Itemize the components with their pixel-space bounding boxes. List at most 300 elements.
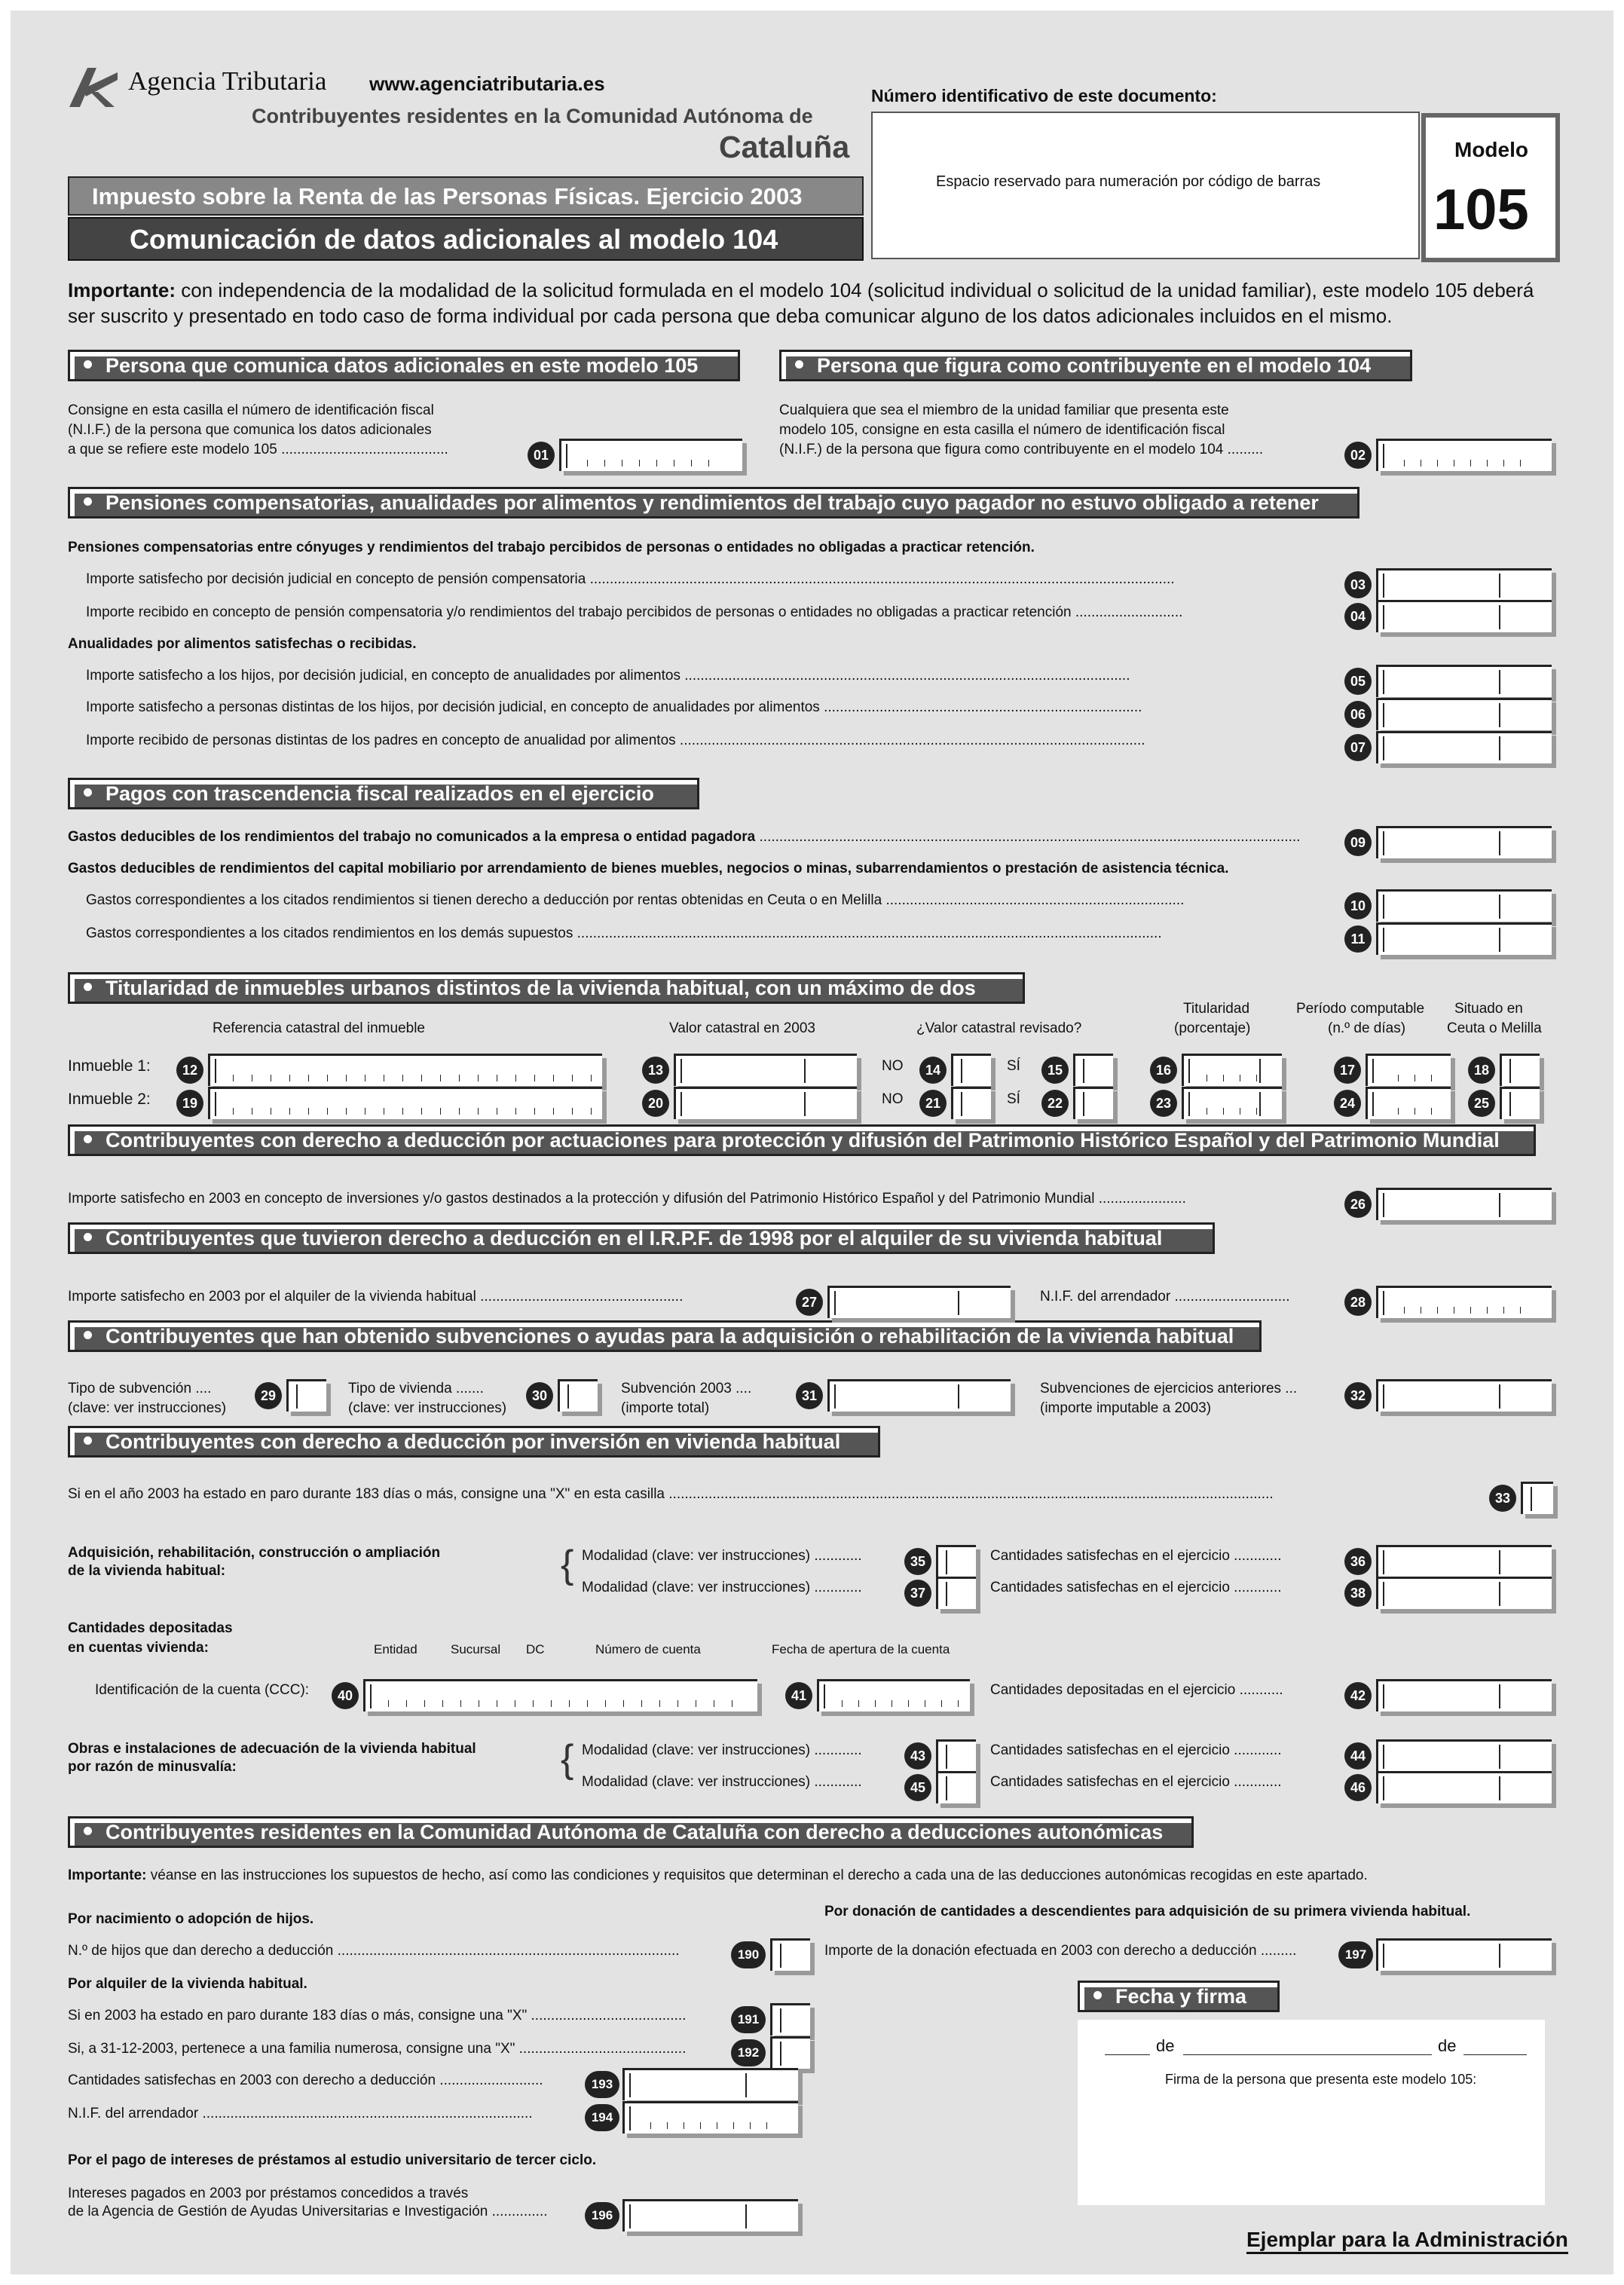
casilla-45-badge: 45: [904, 1774, 931, 1801]
box-separator: [1499, 1384, 1500, 1409]
box-tick: [553, 1075, 554, 1081]
barcode-space-text: Espacio reservado para numeración por código de barras: [936, 173, 1321, 190]
box-separator: [1383, 831, 1384, 855]
line-196-label-2: de la Agencia de Gestión de Ayudas Universitarias e Investigación ..............: [68, 2204, 548, 2219]
casilla-32-badge: 32: [1344, 1382, 1372, 1409]
form-sheet: [11, 11, 1613, 2274]
casilla-04-input[interactable]: [1376, 600, 1552, 632]
casilla-28-input[interactable]: [1376, 1286, 1552, 1318]
bullet-icon: [84, 1436, 92, 1445]
box-tick: [515, 1075, 516, 1081]
box-tick: [515, 1108, 516, 1115]
casilla-197-input[interactable]: [1376, 1938, 1552, 1971]
casilla-40-badge: 40: [332, 1682, 359, 1709]
casilla-35-badge: 35: [904, 1548, 931, 1575]
section-header-persona-comunica: [68, 350, 740, 381]
casilla-14-badge: 14: [919, 1057, 947, 1084]
box-tick: [591, 1108, 592, 1115]
box-tick: [623, 1700, 624, 1707]
box-separator: [1383, 1684, 1384, 1708]
obras-label-1: Obras e instalaciones de adecuación de la vivienda habitual: [68, 1741, 476, 1757]
box-separator: [1259, 1092, 1261, 1116]
casilla-31-badge: 31: [796, 1382, 823, 1409]
casilla-11-input[interactable]: [1376, 922, 1552, 955]
box-separator: [780, 2042, 781, 2066]
bullet-icon: [84, 1331, 92, 1339]
col-referencia: Referencia catastral del inmueble: [213, 1020, 425, 1036]
casilla-17-input[interactable]: [1366, 1054, 1451, 1086]
casilla-33-badge: 33: [1489, 1485, 1516, 1512]
box-separator: [1509, 1059, 1511, 1083]
barcode-area: [871, 112, 1420, 259]
casilla-30-badge: 30: [526, 1382, 553, 1409]
box-tick: [908, 1700, 909, 1707]
casilla-14-input[interactable]: [951, 1054, 991, 1086]
footer-copy-label: Ejemplar para la Administración: [1246, 2228, 1568, 2254]
casilla-07-badge: 07: [1344, 734, 1372, 761]
box-separator: [1499, 1550, 1500, 1574]
col-titularidad-1: Titularidad: [1183, 1001, 1250, 1017]
section-header-inmuebles: [68, 972, 1025, 1004]
box-separator: [215, 1059, 216, 1083]
box-tick: [460, 1700, 461, 1707]
box-tick: [402, 1075, 403, 1081]
bullet-icon: [84, 1135, 92, 1143]
inmueble-2-label: Inmueble 2:: [68, 1090, 151, 1108]
box-tick: [641, 1700, 642, 1707]
box-tick: [402, 1108, 403, 1115]
header-subtitle: Contribuyentes residentes en la Comunidad Autónoma de: [252, 105, 813, 127]
casilla-02-input[interactable]: [1376, 439, 1552, 471]
line-40-label: Identificación de la cuenta (CCC):: [95, 1682, 310, 1698]
box-separator: [834, 1291, 836, 1315]
box-tick: [667, 2122, 668, 2129]
casilla-26-badge: 26: [1344, 1191, 1372, 1218]
depositadas-label-1: Cantidades depositadas: [68, 1620, 233, 1636]
persona-right-1: Cualquiera que sea el miembro de la unidad familiar que presenta este: [779, 402, 1229, 418]
box-tick: [346, 1108, 347, 1115]
box-tick: [587, 1700, 588, 1707]
col-fecha-apertura: Fecha de apertura de la cuenta: [772, 1642, 950, 1656]
box-tick: [421, 1108, 422, 1115]
box-separator: [680, 1092, 682, 1116]
casilla-25-input[interactable]: [1500, 1087, 1540, 1119]
line-29-sub: (clave: ver instrucciones): [68, 1400, 227, 1416]
section-title: Fecha y firma: [1115, 1985, 1247, 2008]
box-separator: [1083, 1059, 1084, 1083]
line-192-label: Si, a 31-12-2003, pertenece a una familia numerosa, consigne una "X" ..........................................: [68, 2041, 687, 2057]
box-separator: [629, 2073, 631, 2097]
line-43-label: Modalidad (clave: ver instrucciones) ............: [582, 1742, 862, 1758]
de-label-1: de: [1156, 2036, 1175, 2055]
section-header-inversion: [68, 1426, 880, 1458]
box-separator: [1499, 605, 1500, 629]
box-tick: [708, 460, 709, 466]
box-tick: [388, 1700, 389, 1707]
casilla-192-input[interactable]: [770, 2036, 810, 2069]
line-46-label: Cantidades satisfechas en el ejercicio ............: [990, 1774, 1282, 1790]
box-separator: [1383, 1745, 1384, 1769]
box-separator: [1499, 703, 1500, 727]
box-separator: [629, 2106, 631, 2131]
persona-right-3: (N.I.F.) de la persona que figura como contribuyente en el modelo 104 .........: [779, 442, 1264, 457]
bullet-icon: [84, 1827, 92, 1835]
casilla-190-badge: 190: [731, 1941, 766, 1968]
box-separator: [1188, 1059, 1190, 1083]
casilla-36-input[interactable]: [1376, 1545, 1552, 1577]
casilla-23-input[interactable]: [1182, 1087, 1282, 1119]
box-tick: [1470, 1307, 1471, 1314]
header-region: Cataluña: [719, 130, 850, 164]
box-tick: [1520, 460, 1521, 466]
casilla-10-input[interactable]: [1376, 889, 1552, 922]
box-tick: [1223, 1108, 1224, 1115]
box-separator: [1383, 1193, 1384, 1217]
box-tick: [327, 1108, 328, 1115]
casilla-05-input[interactable]: [1376, 665, 1552, 697]
line-32-label: Subvenciones de ejercicios anteriores ...: [1040, 1381, 1298, 1396]
line-06-label: Importe satisfecho a personas distintas de los hijos, por decisión judicial, en concepto de anualidades por alimentos ................................................................................: [86, 699, 1142, 715]
box-tick: [750, 2122, 751, 2129]
intro-line-2: ser suscrito y presentado en todo caso de forma individual por cada persona que deba comunicar alguno de los datos adicionales incluidos en el mismo.: [68, 304, 1393, 327]
col-situado-2: Ceuta o Melilla: [1447, 1020, 1542, 1036]
casilla-193-input[interactable]: [622, 2068, 798, 2100]
box-separator: [1499, 670, 1500, 694]
col-dc: DC: [526, 1642, 545, 1656]
box-tick: [233, 1108, 234, 1115]
casilla-43-input[interactable]: [936, 1739, 976, 1772]
box-tick: [1503, 1307, 1504, 1314]
casilla-25-badge: 25: [1468, 1090, 1495, 1117]
box-separator: [1383, 1582, 1384, 1606]
box-separator: [215, 1092, 216, 1116]
bullet-icon: [84, 360, 92, 369]
line-33-label: Si en el año 2003 ha estado en paro durante 183 días o más, consigne una "X" en esta casilla ........................................................................................................................................................: [68, 1486, 1274, 1502]
col-periodo-1: Período computable: [1296, 1001, 1425, 1017]
casilla-18-badge: 18: [1468, 1057, 1495, 1084]
box-separator: [1372, 1059, 1374, 1083]
box-tick: [1404, 460, 1405, 466]
section-title: Persona que figura como contribuyente en el modelo 104: [817, 354, 1372, 377]
box-tick: [958, 1700, 959, 1707]
line-38-label: Cantidades satisfechas en el ejercicio ............: [990, 1580, 1282, 1595]
line-11-label: Gastos correspondientes a los citados rendimientos en los demás supuestos ...................................................................................................................................................: [86, 925, 1162, 941]
section-header-patrimonio: [68, 1124, 1536, 1156]
line-196-label-1: Intereses pagados en 2003 por préstamos concedidos a través: [68, 2186, 469, 2201]
casilla-21-input[interactable]: [951, 1087, 991, 1119]
line-10-label: Gastos correspondientes a los citados rendimientos si tienen derecho a deducción por rentas obtenidas en Ceuta o en Melilla ...........................................................................: [86, 892, 1185, 908]
box-tick: [733, 2122, 734, 2129]
line-27-label: Importe satisfecho en 2003 por el alquiler de la vivienda habitual ...................................................: [68, 1289, 684, 1305]
col-periodo-2: (n.º de días): [1328, 1020, 1406, 1036]
casilla-35-input[interactable]: [936, 1545, 976, 1577]
inmueble-1-label: Inmueble 1:: [68, 1057, 151, 1075]
modelo-number: 105: [1433, 178, 1529, 242]
line-09-dots: ........................................................................................................................................: [759, 829, 1301, 845]
box-separator: [1531, 1487, 1532, 1511]
box-separator: [1499, 928, 1500, 952]
box-separator: [629, 2204, 631, 2228]
section-title: Pagos con trascendencia fiscal realizados en el ejercicio: [106, 782, 654, 805]
box-separator: [1383, 574, 1384, 598]
bullet-icon: [84, 497, 92, 506]
line-09-label: [68, 829, 1300, 846]
box-separator: [780, 1944, 781, 1968]
casilla-40-input[interactable]: [363, 1679, 757, 1711]
bullet-icon: [84, 983, 92, 991]
casilla-30-input[interactable]: [558, 1379, 598, 1412]
section-title: Persona que comunica datos adicionales en este modelo 105: [106, 354, 699, 377]
casilla-24-input[interactable]: [1366, 1087, 1451, 1119]
casilla-196-input[interactable]: [622, 2199, 798, 2231]
line-191-label: Si en 2003 ha estado en paro durante 183 días o más, consigne una "X" .......................................: [68, 2008, 687, 2023]
casilla-19-badge: 19: [176, 1090, 203, 1117]
box-separator: [834, 1384, 836, 1409]
casilla-16-input[interactable]: [1182, 1054, 1282, 1086]
persona-right-2: modelo 105, consigne en esta casilla el número de identificación fiscal: [779, 422, 1225, 438]
pagos-sub: Gastos deducibles de rendimientos del capital mobiliario por arrendamiento de bienes muebles, negocios o minas, subarrendamientos o prestación de asistencia técnica.: [68, 861, 1229, 876]
casilla-06-input[interactable]: [1376, 698, 1552, 730]
casilla-32-input[interactable]: [1376, 1379, 1552, 1412]
box-separator: [1499, 1745, 1500, 1769]
inmueble-1-si: SÍ: [1007, 1058, 1020, 1074]
casilla-22-badge: 22: [1041, 1090, 1069, 1117]
casilla-38-input[interactable]: [1376, 1577, 1552, 1609]
agencia-tributaria-logo-icon: [65, 62, 121, 112]
casilla-21-badge: 21: [919, 1090, 947, 1117]
casilla-09-badge: 09: [1344, 829, 1372, 856]
box-separator: [1499, 1776, 1500, 1800]
box-tick: [1487, 460, 1488, 466]
casilla-18-input[interactable]: [1500, 1054, 1540, 1086]
box-separator: [1383, 703, 1384, 727]
box-separator: [1499, 895, 1500, 919]
col-titularidad-2: (porcentaje): [1174, 1020, 1251, 1036]
box-tick: [327, 1075, 328, 1081]
casilla-197-badge: 197: [1338, 1941, 1373, 1968]
inmueble-1-no: NO: [882, 1058, 904, 1074]
month-line: [1183, 2054, 1432, 2055]
line-09-text: Gastos deducibles de los rendimientos del trabajo no comunicados a la empresa o entidad pagadora: [68, 829, 756, 845]
casilla-11-badge: 11: [1344, 925, 1372, 953]
box-tick: [533, 1700, 534, 1707]
pensiones-sub-2: Anualidades por alimentos satisfechas o recibidas.: [68, 636, 417, 652]
casilla-193-badge: 193: [585, 2071, 619, 2098]
donacion-title: Por donación de cantidades a descendientes para adquisición de su primera vivienda habitual.: [824, 1904, 1471, 1919]
box-tick: [346, 1075, 347, 1081]
section-header-alquiler-1998: [68, 1222, 1215, 1254]
bullet-icon: [84, 1233, 92, 1241]
nacimiento-title: Por nacimiento o adopción de hijos.: [68, 1911, 314, 1927]
box-separator: [1259, 1059, 1261, 1083]
casilla-37-input[interactable]: [936, 1577, 976, 1609]
box-separator: [1383, 1550, 1384, 1574]
casilla-28-badge: 28: [1344, 1289, 1372, 1316]
box-tick: [459, 1075, 460, 1081]
casilla-191-input[interactable]: [770, 2003, 810, 2036]
casilla-07-input[interactable]: [1376, 731, 1552, 763]
col-valor: Valor catastral en 2003: [669, 1020, 815, 1036]
box-tick: [440, 1108, 441, 1115]
box-tick: [842, 1700, 843, 1707]
casilla-42-input[interactable]: [1376, 1679, 1552, 1711]
casilla-196-badge: 196: [585, 2202, 619, 2229]
casilla-192-badge: 192: [731, 2039, 766, 2066]
casilla-12-input[interactable]: [208, 1054, 602, 1086]
cataluna-important: [68, 1867, 1368, 1884]
casilla-37-badge: 37: [904, 1580, 931, 1607]
line-29-label: Tipo de subvención ....: [68, 1381, 212, 1396]
box-tick: [659, 1700, 660, 1707]
doc-id-label: Número identificativo de este documento:: [871, 86, 1217, 106]
casilla-190-input[interactable]: [770, 1938, 810, 1971]
casilla-20-input[interactable]: [674, 1087, 857, 1119]
line-190-label: N.º de hijos que dan derecho a deducción ......................................................................................: [68, 1943, 680, 1959]
section-title: Contribuyentes que tuvieron derecho a deducción en el I.R.P.F. de 1998 por el alquiler de su vivienda habitual: [106, 1227, 1163, 1250]
casilla-13-input[interactable]: [674, 1054, 857, 1086]
casilla-194-badge: 194: [585, 2104, 619, 2131]
casilla-09-input[interactable]: [1376, 826, 1552, 858]
casilla-26-input[interactable]: [1376, 1188, 1552, 1220]
box-tick: [1223, 1075, 1224, 1081]
tax-title-bar: [68, 176, 864, 216]
pensiones-sub-1: Pensiones compensatorias entre cónyuges y rendimientos del trabajo percibidos de personas o entidades no obligadas a practicar retención.: [68, 540, 1035, 555]
box-tick: [424, 1700, 425, 1707]
line-30-sub: (clave: ver instrucciones): [348, 1400, 507, 1416]
casilla-19-input[interactable]: [208, 1087, 602, 1119]
casilla-12-badge: 12: [176, 1057, 203, 1084]
box-tick: [1437, 1307, 1438, 1314]
adquisicion-label-2: de la vivienda habitual:: [68, 1563, 226, 1579]
casilla-46-input[interactable]: [1376, 1771, 1552, 1803]
box-tick: [572, 1075, 573, 1081]
box-tick: [1431, 1075, 1432, 1081]
casilla-44-badge: 44: [1344, 1742, 1372, 1770]
box-separator: [824, 1684, 825, 1708]
day-line: [1105, 2054, 1150, 2055]
casilla-03-input[interactable]: [1376, 568, 1552, 601]
line-197-label: Importe de la donación efectuada en 2003 con derecho a deducción .........: [824, 1943, 1297, 1959]
section-header-pagos: [68, 778, 699, 809]
box-separator: [1383, 1384, 1384, 1409]
box-separator: [1499, 1582, 1500, 1606]
signature-area[interactable]: [1078, 2020, 1545, 2205]
casilla-03-badge: 03: [1344, 571, 1372, 598]
website-link[interactable]: www.agenciatributaria.es: [369, 72, 605, 95]
line-26-label: Importe satisfecho en 2003 en concepto de inversiones y/o gastos destinados a la protección y difusión del Patrimonio Histórico Español y del Patrimonio Mundial ......................: [68, 1191, 1186, 1207]
section-title: Titularidad de inmuebles urbanos distintos de la vivienda habitual, con un máximo de dos: [106, 977, 976, 999]
casilla-33-input[interactable]: [1521, 1482, 1553, 1514]
casilla-46-badge: 46: [1344, 1774, 1372, 1801]
box-tick: [677, 1700, 678, 1707]
box-tick: [233, 1075, 234, 1081]
box-separator: [1383, 605, 1384, 629]
casilla-191-badge: 191: [731, 2006, 766, 2033]
box-separator: [780, 2008, 781, 2033]
casilla-15-input[interactable]: [1073, 1054, 1113, 1086]
casilla-45-input[interactable]: [936, 1771, 976, 1803]
line-28-label: N.I.F. del arrendador .............................: [1040, 1289, 1290, 1305]
inmueble-2-no: NO: [882, 1091, 904, 1107]
box-separator: [680, 1059, 682, 1083]
col-revisado: ¿Valor catastral revisado?: [916, 1020, 1082, 1036]
cataluna-important-text: véanse en las instrucciones los supuestos de hecho, así como las condiciones y requisitos que determinan el derecho a cada una de las deducciones autonómicas recogidas en este apartado.: [150, 1867, 1368, 1883]
casilla-01-input[interactable]: [559, 439, 742, 471]
casilla-41-input[interactable]: [817, 1679, 970, 1711]
box-separator: [946, 1776, 947, 1800]
box-separator: [1383, 895, 1384, 919]
col-sucursal: Sucursal: [451, 1642, 501, 1656]
line-07-label: Importe recibido de personas distintas de los padres en concepto de anualidad por alimentos .....................................................................................................................: [86, 733, 1145, 748]
line-44-label: Cantidades satisfechas en el ejercicio ............: [990, 1742, 1282, 1758]
line-194-label: N.I.F. del arrendador ...................................................................................: [68, 2106, 533, 2121]
box-tick: [289, 1075, 290, 1081]
box-tick: [1256, 1108, 1257, 1115]
tax-title: Impuesto sobre la Renta de las Personas Físicas. Ejercicio 2003: [92, 183, 803, 210]
box-tick: [1256, 1075, 1257, 1081]
section-header-persona-contribuyente: [779, 350, 1412, 381]
section-title: Contribuyentes residentes en la Comunidad Autónoma de Cataluña con derecho a deducciones autonómicas: [106, 1821, 1164, 1843]
box-separator: [1499, 1684, 1500, 1708]
box-separator: [946, 1550, 947, 1574]
casilla-27-input[interactable]: [827, 1286, 1011, 1318]
line-03-label: Importe satisfecho por decisión judicial en concepto de pensión compensatoria ...................................................................................................................................................: [86, 571, 1175, 587]
box-tick: [421, 1075, 422, 1081]
col-entidad: Entidad: [374, 1642, 417, 1656]
box-tick: [766, 2122, 767, 2129]
col-numero-cuenta: Número de cuenta: [595, 1642, 701, 1656]
box-tick: [1437, 460, 1438, 466]
casilla-10-badge: 10: [1344, 892, 1372, 919]
col-situado-1: Situado en: [1454, 1001, 1523, 1017]
box-separator: [1372, 1092, 1374, 1116]
box-separator: [1383, 444, 1384, 468]
box-tick: [442, 1700, 443, 1707]
casilla-29-input[interactable]: [286, 1379, 326, 1412]
intro-text-1: con independencia de la modalidad de la solicitud formulada en el modelo 104 (solicitud individual o solicitud de la unidad familiar), este modelo 105 deberá: [181, 279, 1534, 301]
box-separator: [1499, 831, 1500, 855]
casilla-04-badge: 04: [1344, 603, 1372, 630]
year-line: [1463, 2054, 1527, 2055]
casilla-194-input[interactable]: [622, 2101, 798, 2134]
line-37-label: Modalidad (clave: ver instrucciones) ............: [582, 1580, 862, 1595]
box-tick: [1487, 1307, 1488, 1314]
box-tick: [656, 460, 657, 466]
section-header-firma: [1078, 1981, 1280, 2012]
box-separator: [1383, 670, 1384, 694]
box-separator: [946, 1582, 947, 1606]
box-separator: [1383, 1944, 1384, 1968]
casilla-31-input[interactable]: [827, 1379, 1011, 1412]
casilla-43-badge: 43: [904, 1742, 931, 1770]
form-title: Comunicación de datos adicionales al modelo 104: [130, 224, 778, 255]
box-tick: [1470, 460, 1471, 466]
box-tick: [941, 1700, 942, 1707]
box-tick: [406, 1700, 407, 1707]
box-tick: [534, 1108, 535, 1115]
bullet-icon: [1093, 1991, 1102, 1999]
intro-important-label: Importante:: [68, 279, 176, 301]
box-tick: [1520, 1307, 1521, 1314]
box-tick: [700, 2122, 701, 2129]
box-tick: [534, 1075, 535, 1081]
casilla-22-input[interactable]: [1073, 1087, 1113, 1119]
line-193-label: Cantidades satisfechas en 2003 con derecho a deducción ..........................: [68, 2072, 543, 2088]
casilla-44-input[interactable]: [1376, 1739, 1552, 1772]
line-05-label: Importe satisfecho a los hijos, por decisión judicial, en concepto de anualidades por alimentos ................................................................................................................: [86, 668, 1130, 684]
box-tick: [572, 1108, 573, 1115]
box-separator: [1499, 1944, 1500, 1968]
